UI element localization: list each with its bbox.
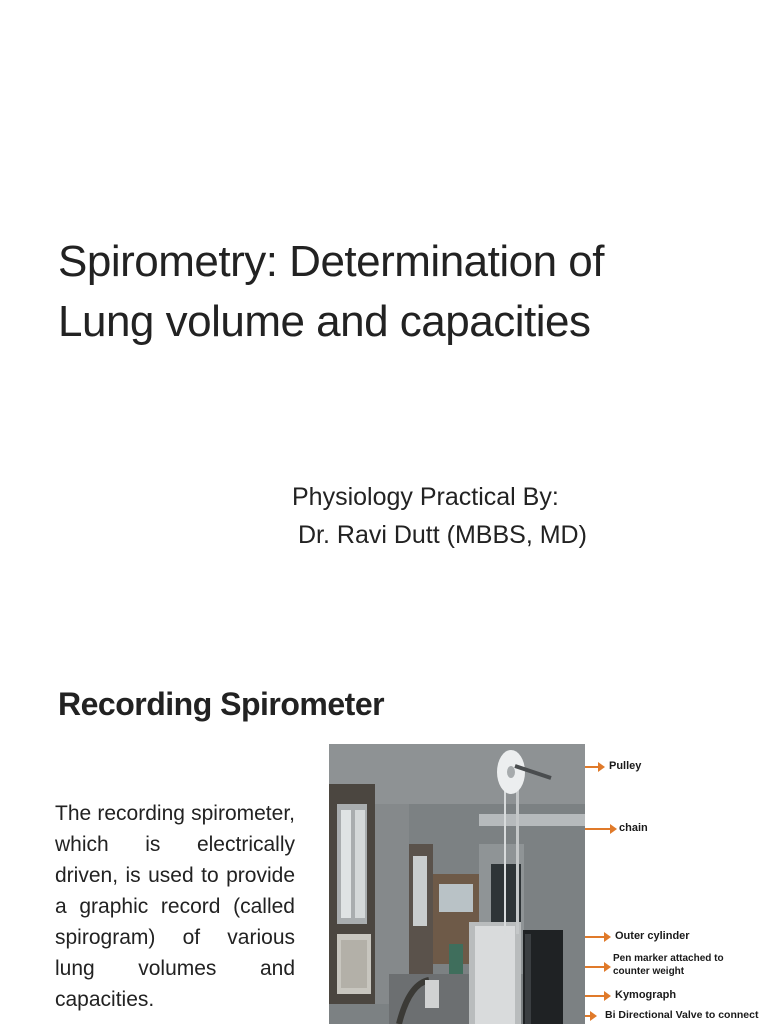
arrow-icon: [585, 766, 599, 768]
recording-spirometer-slide: [0, 660, 768, 1024]
callout-label-pulley: Pulley: [609, 760, 642, 772]
slide-heading: Recording Spirometer: [58, 686, 385, 722]
arrow-icon: [585, 995, 605, 997]
callout-label-outer-cylinder: Outer cylinder: [615, 930, 690, 942]
arrow-icon: [585, 936, 605, 938]
slide-title: [58, 232, 698, 352]
callout-label-valve: Bi Directional Valve to connect: [605, 1009, 759, 1021]
arrow-icon: [585, 966, 605, 968]
description-paragraph: The recording spirometer, which is electrically driven, is used to provide a graphic record (called spirogram) of various lung volumes and capacities.: [55, 802, 295, 1011]
spirometer-photo: [329, 744, 585, 1024]
callout-label-chain: chain: [619, 822, 648, 834]
callout-outer-cylinder: [585, 930, 768, 944]
callout-pulley: [585, 760, 768, 774]
author-subtitle: [292, 478, 587, 554]
arrow-icon: [585, 1015, 591, 1017]
subtitle-line-2: Dr. Ravi Dutt (MBBS, MD): [298, 521, 587, 549]
callout-label-kymograph: Kymograph: [615, 989, 677, 1001]
slide-title-line-2: Lung volume and capacities: [58, 297, 591, 346]
callout-chain: [585, 822, 768, 836]
subtitle-line-1: Physiology Practical By:: [292, 483, 559, 511]
slide-title-line-1: Spirometry: Determination of: [58, 237, 604, 286]
callout-label-pen-marker: Pen marker attached to counter weight: [613, 953, 724, 977]
callout-kymograph: [585, 989, 768, 1003]
spirometer-photo-illustration: [329, 744, 585, 1024]
arrow-icon: [585, 828, 611, 830]
callout-pen-marker: [585, 952, 768, 977]
callout-valve: [585, 1009, 768, 1023]
